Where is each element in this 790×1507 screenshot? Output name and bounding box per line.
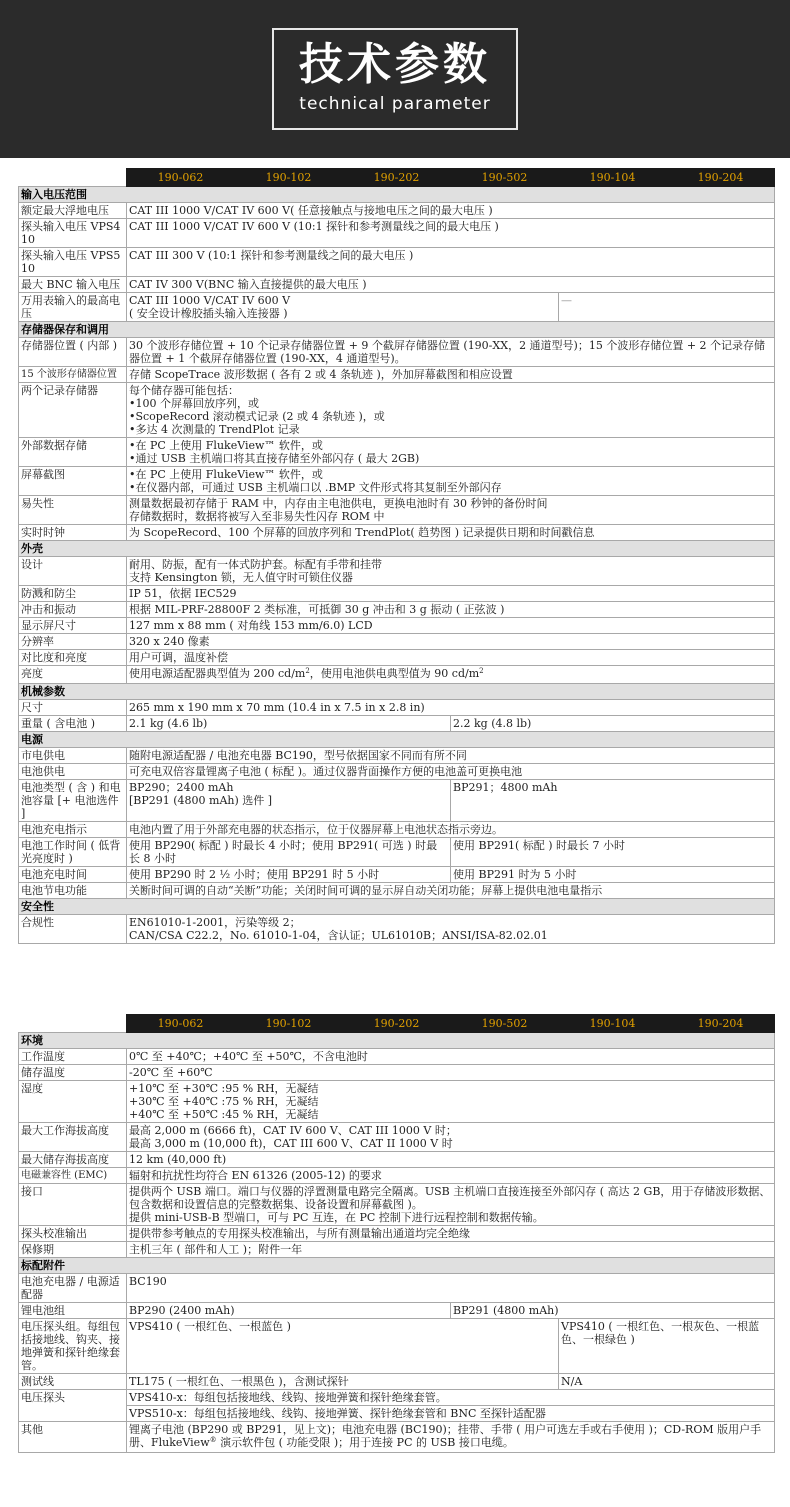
row-label: 探头输入电压 VPS410 [19, 219, 127, 248]
section-mechanical: 机械参数 [19, 684, 775, 700]
table-row [19, 1422, 775, 1453]
row-label: 电池供电 [19, 764, 127, 780]
row-label: 分辨率 [19, 634, 127, 650]
row-value [127, 915, 775, 944]
model-header-row [19, 169, 775, 187]
row-value: 2.2 kg (4.8 lb) [451, 716, 775, 732]
table-row [19, 1184, 775, 1226]
value-line: 耐用、防振，配有一体式防护套。标配有手带和挂带 [129, 558, 382, 571]
row-value: 12 km (40,000 ft) [127, 1152, 775, 1168]
row-label: 额定最大浮地电压 [19, 203, 127, 219]
table-row [19, 203, 775, 219]
row-value [127, 780, 451, 822]
row-label: 万用表输入的最高电压 [19, 293, 127, 322]
row-value: 用户可调，温度补偿 [127, 650, 775, 666]
row-value: VPS410 ( 一根红色、一根灰色、一根蓝色、一根绿色 ) [559, 1319, 775, 1374]
row-label: 电池类型 ( 含 ) 和电池容量 [+ 电池选件 ] [19, 780, 127, 822]
table-row [19, 780, 775, 822]
table-row [19, 716, 775, 732]
table-row [19, 1374, 775, 1390]
row-label: 最大储存海拔高度 [19, 1152, 127, 1168]
table-row [19, 748, 775, 764]
table-row [19, 1049, 775, 1065]
value-line: ( 安全设计橡胶插头输入连接器 ) [129, 307, 288, 320]
table-row [19, 1303, 775, 1319]
row-label: 显示屏尺寸 [19, 618, 127, 634]
row-value: 存储 ScopeTrace 波形数据 ( 各有 2 或 4 条轨迹 )，外加屏幕截图和相应设置 [127, 367, 775, 383]
row-value: 127 mm x 88 mm ( 对角线 153 mm/6.0) LCD [127, 618, 775, 634]
row-value: 使用 BP290( 标配 ) 时最长 4 小时；使用 BP291( 可选 ) 时最长 8 小时 [127, 838, 451, 867]
row-value: 30 个波形存储位置 + 10 个记录存储器位置 + 9 个截屏存储器位置 (190-XX，2 通道型号)；15 个波形存储位置 + 2 个记录存储器位置 + 1 个截屏存储器位置 (190-XX，4 通道型号)。 [127, 338, 775, 367]
row-label: 防溅和防尘 [19, 586, 127, 602]
row-label: 市电供电 [19, 748, 127, 764]
row-label: 尺寸 [19, 700, 127, 716]
table-row [19, 822, 775, 838]
section-input-voltage: 输入电压范围 [19, 187, 775, 203]
row-label: 最大 BNC 输入电压 [19, 277, 127, 293]
row-value: 使用 BP290 时 2 ½ 小时；使用 BP291 时 5 小时 [127, 867, 451, 883]
value-part: 使用电源适配器典型值为 200 cd/m [129, 667, 306, 680]
row-label: 外部数据存储 [19, 438, 127, 467]
row-value-dash: — [559, 293, 775, 322]
header-banner [0, 0, 790, 158]
row-value: 提供带参考触点的专用探头校准输出，与所有测量输出通道均完全绝缘 [127, 1226, 775, 1242]
table-row [19, 867, 775, 883]
row-value: VPS510-x：每组包括接地线、线钩、接地弹簧、探针绝缘套管和 BNC 至探针适配器 [127, 1406, 775, 1422]
value-line: •ScopeRecord 滚动模式记录 (2 或 4 条轨迹 )，或 [129, 410, 385, 423]
row-label: 测试线 [19, 1374, 127, 1390]
row-label: 存储器位置 ( 内部 ) [19, 338, 127, 367]
section-case: 外壳 [19, 541, 775, 557]
row-value: 2.1 kg (4.6 lb) [127, 716, 451, 732]
row-value: 265 mm x 190 mm x 70 mm (10.4 in x 7.5 in x 2.8 in) [127, 700, 775, 716]
row-label: 两个记录存储器 [19, 383, 127, 438]
model-190-502: 190-502 [451, 169, 559, 187]
model-190-204: 190-204 [667, 169, 775, 187]
row-label: 保修期 [19, 1242, 127, 1258]
value-line: +30℃ 至 +40℃ :75 % RH，无凝结 [129, 1095, 319, 1108]
row-value [127, 1184, 775, 1226]
row-label: 冲击和振动 [19, 602, 127, 618]
row-label: 湿度 [19, 1081, 127, 1123]
row-value: N/A [559, 1374, 775, 1390]
table-row [19, 1065, 775, 1081]
row-label: 设计 [19, 557, 127, 586]
row-value: CAT III 1000 V/CAT IV 600 V( 任意接触点与接地电压之间的最大电压 ) [127, 203, 775, 219]
model-190-502: 190-502 [451, 1015, 559, 1033]
table-row [19, 1390, 775, 1406]
model-190-202: 190-202 [343, 169, 451, 187]
table-row [19, 438, 775, 467]
table-row [19, 248, 775, 277]
value-line: CAT III 1000 V/CAT IV 600 V [129, 294, 291, 307]
row-value: BC190 [127, 1274, 775, 1303]
row-label: 电压探头组。每组包括接地线、钩夹、接地弹簧和探针绝缘套管。 [19, 1319, 127, 1374]
model-190-102: 190-102 [235, 169, 343, 187]
value-line: 最高 3,000 m (10,000 ft)，CAT III 600 V、CAT II 1000 V 时 [129, 1137, 453, 1150]
row-value: 使用 BP291 时为 5 小时 [451, 867, 775, 883]
row-label: 电池充电时间 [19, 867, 127, 883]
table-row [19, 602, 775, 618]
value-line: 测量数据最初存储于 RAM 中，内存由主电池供电，更换电池时有 30 秒钟的备份时间 [129, 497, 548, 510]
row-value: 320 x 240 像素 [127, 634, 775, 650]
row-label: 电池节电功能 [19, 883, 127, 899]
row-value: VPS410 ( 一根红色、一根蓝色 ) [127, 1319, 559, 1374]
row-label: 易失性 [19, 496, 127, 525]
row-value [127, 1123, 775, 1152]
value-line: 最高 2,000 m (6666 ft)，CAT IV 600 V、CAT III 1000 V 时； [129, 1124, 457, 1137]
table-row [19, 838, 775, 867]
value-part: 锂离子电池 (BP290 或 BP291，见上文)；电池充电器 (BC190)；挂带、手带 ( 用户可选左手或右手使用 )；CD-ROM 版用户手册、FlukeView [129, 1423, 762, 1449]
value-line: •在 PC 上使用 FlukeView™ 软件，或 [129, 439, 323, 452]
row-label: 电压探头 [19, 1390, 127, 1422]
value-line: BP290；2400 mAh [129, 781, 234, 794]
row-value: 根据 MIL-PRF-28800F 2 类标准，可抵御 30 g 冲击和 3 g 振动 ( 正弦波 ) [127, 602, 775, 618]
row-value: IP 51，依据 IEC529 [127, 586, 775, 602]
superscript: 2 [479, 667, 484, 675]
table-row [19, 700, 775, 716]
spec-table-2 [18, 1014, 775, 1453]
row-value: BP291 (4800 mAh) [451, 1303, 775, 1319]
row-value: CAT III 1000 V/CAT IV 600 V (10:1 探针和参考测量线之间的最大电压 ) [127, 219, 775, 248]
row-label: 探头输入电压 VPS510 [19, 248, 127, 277]
value-line: CAN/CSA C22.2，No. 61010-1-04，含认证；UL61010B；ANSI/ISA-82.02.01 [129, 929, 548, 942]
table-row [19, 883, 775, 899]
row-value [127, 1422, 775, 1453]
table-row [19, 1081, 775, 1123]
row-label: 合规性 [19, 915, 127, 944]
row-value [127, 383, 775, 438]
section-power: 电源 [19, 732, 775, 748]
section-environment: 环境 [19, 1033, 775, 1049]
row-value: -20℃ 至 +60℃ [127, 1065, 775, 1081]
spec-table-1 [18, 168, 775, 944]
table-row [19, 293, 775, 322]
row-value: CAT III 300 V (10:1 探针和参考测量线之间的最大电压 ) [127, 248, 775, 277]
title-english: technical parameter [299, 94, 491, 114]
value-part: 演示软件包 ( 功能受限 )；用于连接 PC 的 USB 接口电缆。 [216, 1436, 514, 1449]
value-line: 每个储存器可能包括： [129, 384, 239, 397]
row-value: 可充电双倍容量锂离子电池 ( 标配 )。通过仪器背面操作方便的电池盖可更换电池 [127, 764, 775, 780]
row-label: 锂电池组 [19, 1303, 127, 1319]
table-row [19, 277, 775, 293]
row-value: 电池内置了用于外部充电器的状态指示，位于仪器屏幕上电池状态指示旁边。 [127, 822, 775, 838]
table-row [19, 915, 775, 944]
table-row [19, 367, 775, 383]
table-row [19, 586, 775, 602]
model-190-104: 190-104 [559, 169, 667, 187]
row-value: VPS410-x：每组包括接地线、线钩、接地弹簧和探针绝缘套管。 [127, 1390, 775, 1406]
table-row [19, 650, 775, 666]
row-value [127, 467, 775, 496]
value-part: ，使用电池供电典型值为 90 cd/m [309, 667, 480, 680]
table-row [19, 1319, 775, 1374]
row-label: 接口 [19, 1184, 127, 1226]
row-label: 对比度和亮度 [19, 650, 127, 666]
row-label: 最大工作海拔高度 [19, 1123, 127, 1152]
table-row [19, 219, 775, 248]
row-value: 关断时间可调的自动“关断”功能；关闭时间可调的显示屏自动关闭功能；屏幕上提供电池电量指示 [127, 883, 775, 899]
row-value: 为 ScopeRecord、100 个屏幕的回放序列和 TrendPlot( 趋势图 ) 记录提供日期和时间戳信息 [127, 525, 775, 541]
value-line: •100 个屏幕回放序列，或 [129, 397, 259, 410]
value-line: 支持 Kensington 锁，无人值守时可锁住仪器 [129, 571, 353, 584]
row-value: TL175 ( 一根红色、一根黑色 )，含测试探针 [127, 1374, 559, 1390]
row-value: 辐射和抗扰性均符合 EN 61326 (2005-12) 的要求 [127, 1168, 775, 1184]
value-line: [BP291 (4800 mAh) 选件 ] [129, 794, 273, 807]
row-value [127, 666, 775, 684]
model-190-104: 190-104 [559, 1015, 667, 1033]
row-label: 电池充电指示 [19, 822, 127, 838]
table-row [19, 467, 775, 496]
table-row [19, 1242, 775, 1258]
row-value: BP291；4800 mAh [451, 780, 775, 822]
table-row [19, 383, 775, 438]
row-label: 工作温度 [19, 1049, 127, 1065]
value-line: EN61010-1-2001，污染等级 2； [129, 916, 301, 929]
value-line: 提供两个 USB 端口。端口与仪器的浮置测量电路完全隔离。USB 主机端口直接连接至外部闪存 ( 高达 2 GB，用于存储波形数据、包含数据和设置信息的完整数据集、设备设置和屏幕截图 )。 [129, 1185, 771, 1211]
row-label: 探头校准输出 [19, 1226, 127, 1242]
table-row [19, 634, 775, 650]
row-value [127, 293, 559, 322]
row-value: BP290 (2400 mAh) [127, 1303, 451, 1319]
row-label: 储存温度 [19, 1065, 127, 1081]
value-line: •多达 4 次测量的 TrendPlot 记录 [129, 423, 300, 436]
row-value [127, 1081, 775, 1123]
table-row [19, 1226, 775, 1242]
value-line: •在仪器内部，可通过 USB 主机端口以 .BMP 文件形式将其复制至外部闪存 [129, 481, 502, 494]
model-190-062: 190-062 [127, 1015, 235, 1033]
row-label: 15 个波形存储器位置 [19, 367, 127, 383]
row-label: 电磁兼容性 (EMC) [19, 1168, 127, 1184]
table-row [19, 1274, 775, 1303]
row-label: 屏幕截图 [19, 467, 127, 496]
table-row [19, 496, 775, 525]
row-label: 其他 [19, 1422, 127, 1453]
table-row [19, 1406, 775, 1422]
table-row [19, 1168, 775, 1184]
section-storage: 存储器保存和调用 [19, 322, 775, 338]
table-row [19, 1152, 775, 1168]
row-label: 实时时钟 [19, 525, 127, 541]
row-label: 重量 ( 含电池 ) [19, 716, 127, 732]
row-value: CAT IV 300 V(BNC 输入直接提供的最大电压 ) [127, 277, 775, 293]
value-line: •通过 USB 主机端口将其直接存储至外部闪存 ( 最大 2GB) [129, 452, 420, 465]
model-190-062: 190-062 [127, 169, 235, 187]
model-header-row [19, 1015, 775, 1033]
row-value: 主机三年 ( 部件和人工 )；附件一年 [127, 1242, 775, 1258]
row-value [127, 496, 775, 525]
table-row [19, 557, 775, 586]
table-row [19, 666, 775, 684]
table-row [19, 338, 775, 367]
row-value [127, 557, 775, 586]
model-190-204: 190-204 [667, 1015, 775, 1033]
row-label: 亮度 [19, 666, 127, 684]
registered-mark: ® [209, 1436, 217, 1444]
value-line: 提供 mini-USB-B 型端口，可与 PC 互连，在 PC 控制下进行远程控制和数据传输。 [129, 1211, 544, 1224]
value-line: 存储数据时，数据将被写入至非易失性闪存 ROM 中 [129, 510, 385, 523]
title-box [272, 28, 518, 130]
row-label: 电池工作时间 ( 低背光亮度时 ) [19, 838, 127, 867]
table-row [19, 764, 775, 780]
value-line: +10℃ 至 +30℃ :95 % RH，无凝结 [129, 1082, 319, 1095]
row-value [127, 438, 775, 467]
section-accessories: 标配附件 [19, 1258, 775, 1274]
row-value: 随附电源适配器 / 电池充电器 BC190，型号依据国家不同而有所不同 [127, 748, 775, 764]
value-line: +40℃ 至 +50℃ :45 % RH，无凝结 [129, 1108, 319, 1121]
value-line: •在 PC 上使用 FlukeView™ 软件，或 [129, 468, 323, 481]
row-value: 0℃ 至 +40℃；+40℃ 至 +50℃，不含电池时 [127, 1049, 775, 1065]
model-190-102: 190-102 [235, 1015, 343, 1033]
title-chinese: 技术参数 [299, 39, 491, 90]
table-row [19, 525, 775, 541]
model-190-202: 190-202 [343, 1015, 451, 1033]
row-label: 电池充电器 / 电源适配器 [19, 1274, 127, 1303]
table-row [19, 618, 775, 634]
row-value: 使用 BP291( 标配 ) 时最长 7 小时 [451, 838, 775, 867]
superscript: 2 [305, 667, 310, 675]
section-safety: 安全性 [19, 899, 775, 915]
table-row [19, 1123, 775, 1152]
